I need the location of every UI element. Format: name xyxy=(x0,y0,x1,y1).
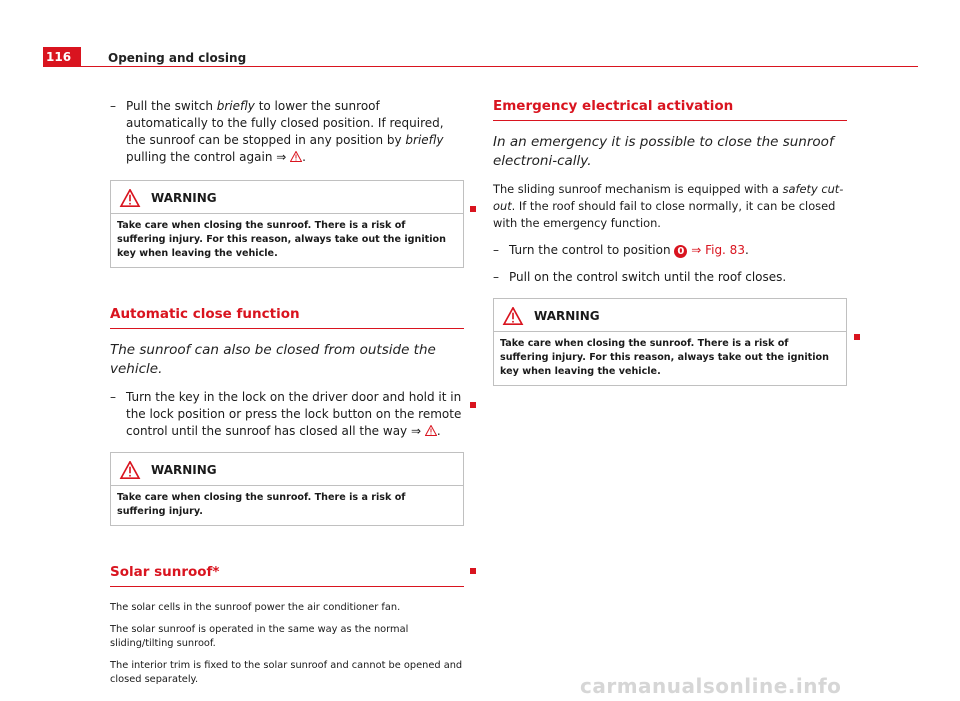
warning-text: Take care when closing the sunroof. There is a risk of suffering injury. xyxy=(111,485,463,525)
warning-ref-icon xyxy=(290,151,302,162)
text: to lower the sunroof automatically to the fully closed position. If required, the sunroof can be stopped in any position by xyxy=(126,99,444,147)
chapter-title: Opening and closing xyxy=(108,51,247,65)
paragraph: The solar cells in the sunroof power the air conditioner fan. xyxy=(110,602,401,613)
warning-box-2 xyxy=(110,452,464,526)
warning-triangle-icon xyxy=(119,461,141,479)
figure-link[interactable]: ⇒ Fig. 83 xyxy=(687,243,745,257)
text: Turn the control to position xyxy=(509,243,675,257)
section-subtitle: In an emergency it is possible to close the sunroof electroni-cally. xyxy=(493,134,834,169)
warning-title: WARNING xyxy=(534,309,600,323)
warning-header xyxy=(111,453,463,485)
section-end-mark xyxy=(470,568,476,574)
text: . xyxy=(302,150,306,164)
section-subtitle: The sunroof can also be closed from outside the vehicle. xyxy=(110,342,436,377)
text: . xyxy=(436,424,441,438)
warning-title: WARNING xyxy=(151,191,217,205)
text: Turn the key in the lock on the driver door and hold it in the lock position or press the lock button on the remote control until the sunroof has closed all the way ⇒ xyxy=(126,390,462,438)
section-title-auto-close: Automatic close function xyxy=(110,306,464,329)
position-marker: 0 xyxy=(674,245,687,258)
warning-triangle-icon xyxy=(502,307,524,325)
warning-text: Take care when closing the sunroof. There is a risk of suffering injury. For this reason, always take out the ignition key when leaving the vehicle. xyxy=(494,331,846,385)
emphasis: safety cut-out xyxy=(493,182,844,213)
text: Pull on the control switch until the roof closes. xyxy=(509,270,787,284)
warning-text: Take care when closing the sunroof. There is a risk of suffering injury. For this reason, always take out the ignition key when leaving the vehicle. xyxy=(111,213,463,267)
section-title-emergency: Emergency electrical activation xyxy=(493,98,847,121)
paragraph xyxy=(493,181,847,232)
left-column xyxy=(110,98,464,695)
warning-header xyxy=(111,181,463,213)
step-turn-key xyxy=(110,389,464,440)
emphasis: briefly xyxy=(405,133,444,147)
warning-ref-icon xyxy=(425,425,437,436)
watermark: carmanualsonline.info xyxy=(580,674,842,698)
warning-box-1 xyxy=(110,180,464,268)
paragraph: The interior trim is fixed to the solar sunroof and cannot be opened and closed separately. xyxy=(110,660,463,685)
dash: – xyxy=(493,270,499,284)
section-end-mark xyxy=(470,402,476,408)
text: . If the roof should fail to close normally, it can be closed with the emergency function. xyxy=(493,199,836,230)
section-end-mark xyxy=(854,334,860,340)
dash: – xyxy=(110,390,116,404)
warning-triangle-icon xyxy=(119,189,141,207)
paragraph: The solar sunroof is operated in the same way as the normal sliding/tilting sunroof. xyxy=(110,624,409,649)
emphasis: briefly xyxy=(216,99,255,113)
warning-header xyxy=(494,299,846,331)
dash: – xyxy=(110,99,116,113)
text: Pull the switch xyxy=(126,99,217,113)
page-number: 116 xyxy=(43,47,81,67)
warning-box-3 xyxy=(493,298,847,386)
section-title-solar: Solar sunroof* xyxy=(110,564,464,587)
step-turn-control xyxy=(493,242,847,259)
right-column xyxy=(493,98,847,386)
dash: – xyxy=(493,243,499,257)
step-pull-control xyxy=(493,269,847,286)
step-pull-switch xyxy=(110,98,464,166)
text: . xyxy=(744,243,749,257)
text: pulling the control again ⇒ xyxy=(126,150,291,164)
section-end-mark xyxy=(470,206,476,212)
text: The sliding sunroof mechanism is equipped with a xyxy=(493,182,783,196)
header-rule xyxy=(43,66,918,67)
warning-title: WARNING xyxy=(151,463,217,477)
